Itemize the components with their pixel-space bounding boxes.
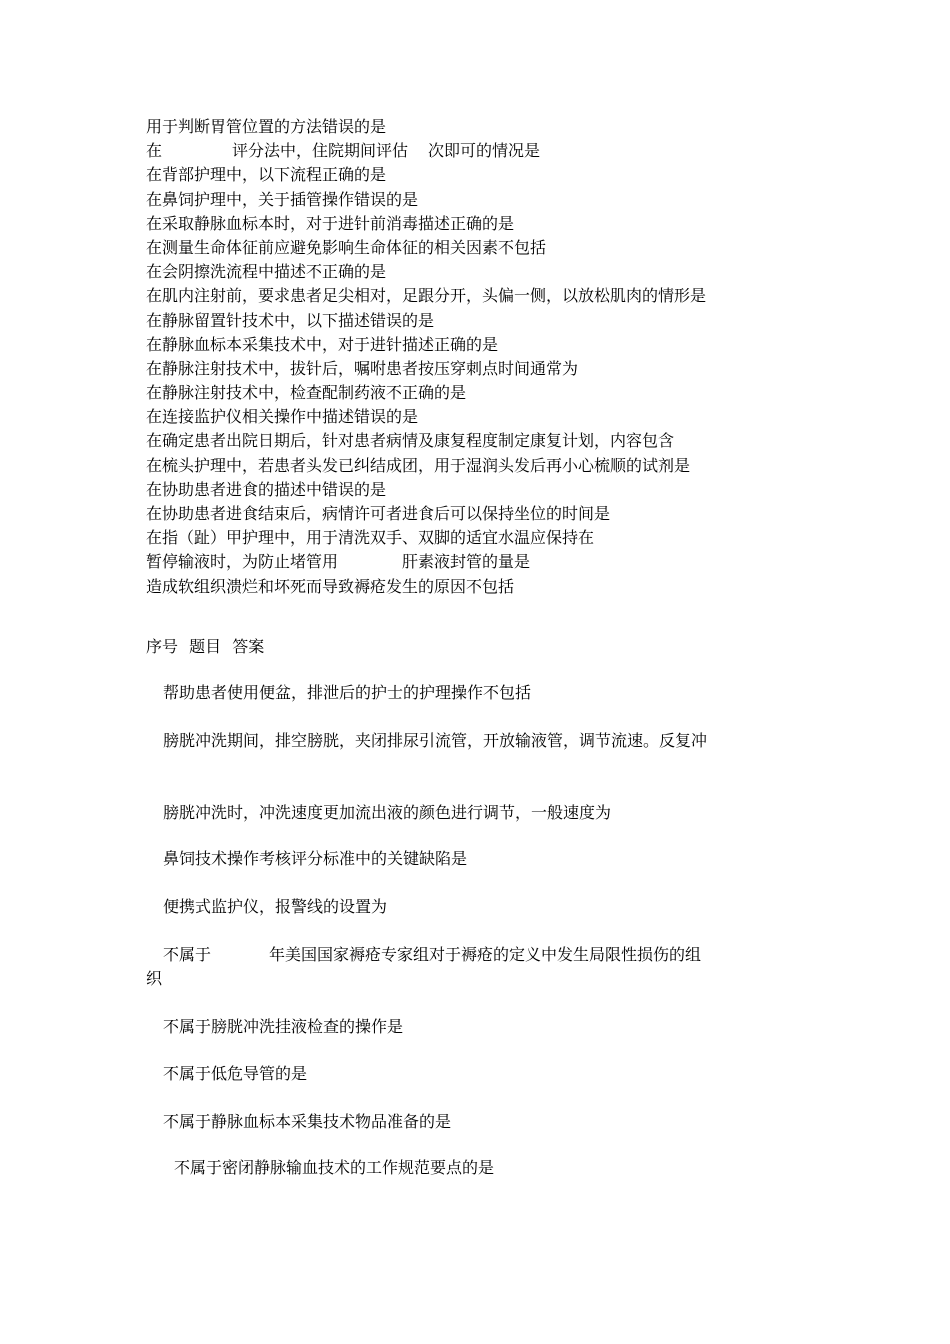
question-item: 在指（趾）甲护理中，用于清洗双手、双脚的适宜水温应保持在 xyxy=(146,528,595,548)
question-item: 在静脉血标本采集技术中，对于进针描述正确的是 xyxy=(146,334,499,354)
table-row: 鼻饲技术操作考核评分标准中的关键缺陷是 xyxy=(163,849,468,868)
question-item xyxy=(146,139,846,163)
row-fragment: 不属于 xyxy=(163,945,212,964)
question-item: 用于判断胃管位置的方法错误的是 xyxy=(146,117,387,136)
question-item: 造成软组织溃烂和坏死而导致褥疮发生的原因不包括 xyxy=(146,576,515,596)
question-item: 在静脉注射技术中，检查配制药液不正确的是 xyxy=(146,383,467,403)
table-row: 膀胱冲洗期间，排空膀胱，夹闭排尿引流管，开放输液管，调节流速。反复冲 xyxy=(163,731,708,750)
table-row: 不属于密闭静脉输血技术的工作规范要点的是 xyxy=(174,1158,495,1177)
table-header xyxy=(146,635,270,659)
row-fragment: 年美国国家褥疮专家组对于褥疮的定义中发生局限性损伤的组 xyxy=(269,945,702,964)
question-item: 在协助患者进食结束后，病情许可者进食后可以保持坐位的时间是 xyxy=(146,504,611,523)
question-item: 在会阴擦洗流程中描述不正确的是 xyxy=(146,262,387,282)
table-row: 便携式监护仪，报警线的设置为 xyxy=(163,897,388,916)
question-item: 在鼻饲护理中，关于插管操作错误的是 xyxy=(146,189,419,209)
table-row: 帮助患者使用便盆，排泄后的护士的护理操作不包括 xyxy=(163,683,532,702)
question-fragment: 评分法中，住院期间评估 xyxy=(232,141,409,161)
question-item xyxy=(146,550,846,574)
question-item: 在梳头护理中，若患者头发已纠结成团，用于湿润头发后再小心梳顺的试剂是 xyxy=(146,455,691,475)
question-item: 在静脉留置针技术中，以下描述错误的是 xyxy=(146,310,435,330)
table-row xyxy=(163,943,701,967)
question-item: 在肌内注射前，要求患者足尖相对，足跟分开，头偏一侧，以放松肌肉的情形是 xyxy=(146,286,707,306)
table-row: 不属于静脉血标本采集技术物品准备的是 xyxy=(163,1112,452,1131)
header-answer: 答案 xyxy=(232,637,265,656)
row-continuation: 织 xyxy=(146,969,163,988)
question-fragment: 次即可的情况是 xyxy=(428,141,541,161)
table-row: 膀胱冲洗时，冲洗速度更加流出液的颜色进行调节，一般速度为 xyxy=(163,803,612,822)
question-fragment: 暂停输液时，为防止堵管用 xyxy=(146,552,339,572)
question-item: 在采取静脉血标本时，对于进针前消毒描述正确的是 xyxy=(146,213,515,233)
table-row: 不属于低危导管的是 xyxy=(163,1064,308,1083)
header-index: 序号 xyxy=(146,637,179,656)
question-item: 在背部护理中，以下流程正确的是 xyxy=(146,165,387,185)
question-list xyxy=(146,115,846,599)
question-fragment: 肝素液封管的量是 xyxy=(402,552,531,572)
question-fragment: 在 xyxy=(146,141,163,161)
table-row: 不属于膀胱冲洗挂液检查的操作是 xyxy=(163,1017,404,1036)
question-item: 在确定患者出院日期后，针对患者病情及康复程度制定康复计划，内容包含 xyxy=(146,431,675,451)
question-item: 在测量生命体征前应避免影响生命体征的相关因素不包括 xyxy=(146,237,547,257)
header-question: 题目 xyxy=(189,637,222,656)
question-item: 在连接监护仪相关操作中描述错误的是 xyxy=(146,407,419,427)
question-item: 在静脉注射技术中，拔针后，嘱咐患者按压穿刺点时间通常为 xyxy=(146,358,579,378)
question-item: 在协助患者进食的描述中错误的是 xyxy=(146,479,387,499)
